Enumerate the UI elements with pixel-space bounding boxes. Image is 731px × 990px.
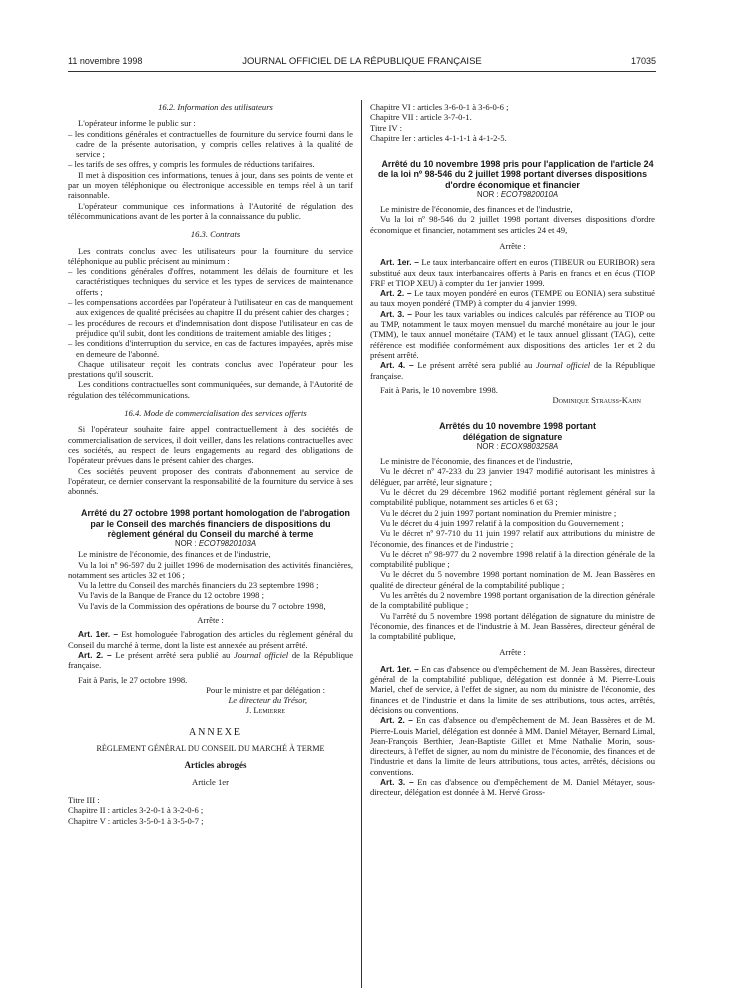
decree-1-signature-1: Pour le ministre et par délégation : bbox=[206, 684, 325, 695]
annex-title: RÈGLEMENT GÉNÉRAL DU CONSEIL DU MARCHÉ À TERME bbox=[96, 744, 325, 754]
decree-2-arrete: Arrête : bbox=[499, 240, 526, 251]
annex-chapitre-7: Chapitre VII : article 3-7-0-1. bbox=[370, 112, 472, 123]
decree-1-signature-2: Le directeur du Trésor, bbox=[228, 695, 307, 706]
s162-para-1: Il met à disposition ces informations, tenues à jour, dans ses points de vente et par un moyen téléphonique ou électronique accessible en temps réel à un tarif raisonnable. bbox=[68, 169, 353, 201]
s162-dash-2: – les tarifs de ses offres, y compris les formules de réductions tarifaires. bbox=[68, 159, 315, 170]
header-journal-title: JOURNAL OFFICIEL DE LA RÉPUBLIQUE FRANÇAISE bbox=[242, 56, 482, 67]
decree-1-arrete: Arrête : bbox=[197, 615, 224, 626]
decree-2-fait: Fait à Paris, le 10 novembre 1998. bbox=[380, 384, 498, 395]
decree-1-signature-3: J. Lemierre bbox=[245, 705, 285, 716]
s163-dash-2: – les compensations accordées par l'opérateur à l'utilisateur en cas de manquement aux exigences de qualité précisées au chapitre II du présent cahier des charges ; bbox=[68, 297, 353, 318]
decree-2-art-2: Art. 2. – Le taux moyen pondéré en euros (TEMPE ou EONIA) sera substitué au taux moyen pondéré (TMP) à compter du 4 janvier 1999. bbox=[370, 288, 655, 309]
section-16-2-title: 16.2. Information des utilisateurs bbox=[158, 102, 273, 112]
decree-2-vu-1: Vu la loi nº 98-546 du 2 juillet 1998 portant diverses dispositions d'ordre économique et financier, notamment ses articles 24 et 49, bbox=[370, 214, 655, 235]
right-column bbox=[370, 102, 655, 798]
annex-chapitre-1: Chapitre Ier : articles 4-1-1-1 à 4-1-2-5. bbox=[370, 132, 507, 143]
decree-2-art-3: Art. 3. – Pour les taux variables ou indices calculés par référence au TIOP ou au TMP, notamment le taux moyen mensuel du marché monétaire au jour le jour (TMM), le taux annuel monétaire (TAM) et le taux annuel glissant (TAG), cette référence est modifiée conformément aux dispositions des articles 1er et 2 du présent arrêté. bbox=[370, 308, 655, 360]
decree-1-art-1: Art. 1er. – Est homologuée l'abrogation des articles du règlement général du Conseil du marché à terme, dont la liste est annexée au présent arrêté. bbox=[68, 629, 353, 650]
decree-1-vu-2: Vu la lettre du Conseil des marchés financiers du 23 septembre 1998 ; bbox=[78, 580, 319, 591]
decree-3-art-1: Art. 1er. – En cas d'absence ou d'empêchement de M. Jean Bassères, directeur général de la comptabilité publique, délégation est donnée à M. Pierre-Louis Mariel, chef de service, à l'effet de signer, au nom du ministre de l'économie, des finances et de l'industrie et dans la limite de ses attributions, tous actes, arrêtés, décisions ou conventions. bbox=[370, 663, 655, 715]
decree-2-minister: Le ministre de l'économie, des finances et de l'industrie, bbox=[380, 204, 573, 215]
decree-2-signature: Dominique Strauss-Kahn bbox=[552, 395, 641, 406]
decree-3-minister: Le ministre de l'économie, des finances et de l'industrie, bbox=[380, 456, 573, 467]
decree-3-vu-6: Vu le décret nº 98-977 du 2 novembre 1998 relatif à la direction générale de la comptabilité publique ; bbox=[370, 548, 655, 570]
decree-3-vu-3: Vu le décret du 2 juin 1997 portant nomination du Premier ministre ; bbox=[380, 507, 617, 518]
annex-abroges: Articles abrogés bbox=[184, 760, 247, 771]
s163-para-2: Les conditions contractuelles sont communiquées, sur demande, à l'Autorité de régulation des télécommunications. bbox=[68, 379, 353, 400]
s163-dash-1: – les conditions générales d'offres, notamment les délais de fourniture et les caractéristiques techniques du service et les types de services de maintenance offerts ; bbox=[68, 266, 353, 297]
decree-2-title: Arrêté du 10 novembre 1998 pris pour l'application de l'article 24 de la loi nº 98-546 du 2 juillet 1998 portant diverses dispositions d'ordre économique et financier bbox=[377, 159, 654, 190]
decree-3-art-2: Art. 2. – En cas d'absence ou d'empêchement de M. Jean Bassères et de M. Pierre-Louis Mariel, délégation est donnée à MM. Daniel Métayer, Bernard Limal, Jean-François Berthier, Jean-Baptiste Gillet et Mme Nathalie Morin, sous-directeurs, à l'effet de signer, au nom du ministre de l'économie, des finances et de l'industrie et dans la limite de leurs attributions, tous actes, arrêtés, décisions ou conventions. bbox=[370, 715, 655, 777]
s163-intro: Les contrats conclus avec les utilisateurs pour la fourniture du service téléphonique au public précisent au minimum : bbox=[68, 245, 353, 266]
header-date: 11 novembre 1998 bbox=[68, 56, 143, 66]
section-16-3-title: 16.3. Contrats bbox=[190, 229, 241, 240]
s162-para-2: L'opérateur communique ces informations à l'Autorité de régulation des télécommunications avant de les porter à la connaissance du public. bbox=[68, 200, 353, 221]
decree-3-arrete: Arrête : bbox=[499, 647, 526, 658]
header-rule bbox=[68, 71, 656, 72]
page-header bbox=[68, 56, 656, 70]
header-page-number: 17035 bbox=[630, 56, 656, 66]
annex-chapitre-6: Chapitre VI : articles 3-6-0-1 à 3-6-0-6 ; bbox=[370, 102, 509, 112]
decree-1-vu-1: Vu la loi nº 96-597 du 2 juillet 1996 de modernisation des activités financières, notamment ses articles 32 et 106 ; bbox=[68, 559, 353, 580]
decree-3-art-3: Art. 3. – En cas d'absence ou d'empêchement de M. Daniel Métayer, sous-directeur, délégation est donnée à M. Hervé Gross- bbox=[370, 777, 655, 798]
decree-3-vu-1: Vu le décret nº 47-233 du 23 janvier 1947 modifié autorisant les ministres à déléguer, par arrêté, leur signature ; bbox=[370, 466, 655, 487]
decree-3-vu-9: Vu l'arrêté du 5 novembre 1998 portant délégation de signature du ministre de l'économie, des finances et de l'industrie à M. Jean Bassères, directeur général de la comptabilité publique, bbox=[370, 610, 655, 642]
decree-3-vu-5: Vu le décret nº 97-710 du 11 juin 1997 relatif aux attributions du ministre de l'économie, des finances et de l'industrie ; bbox=[370, 528, 655, 549]
decree-3-title: Arrêtés du 10 novembre 1998 portant délégation de signature bbox=[439, 421, 596, 442]
decree-1-minister: Le ministre de l'économie, des finances et de l'industrie, bbox=[78, 549, 271, 560]
decree-1-title: Arrêté du 27 octobre 1998 portant homologation de l'abrogation par le Conseil des marchés financiers de dispositions du règlement général du Conseil du marché à terme bbox=[81, 508, 350, 539]
s162-dash-1: – les conditions générales et contractuelles de fourniture du service fourni dans le cadre de la présente autorisation, y compris celles relatives à la qualité de service ; bbox=[68, 128, 353, 160]
annex-titre-4: Titre IV : bbox=[370, 122, 402, 133]
decree-1-vu-3: Vu l'avis de la Banque de France du 12 octobre 1998 ; bbox=[78, 590, 264, 601]
decree-2-art-4: Art. 4. – Le présent arrêté sera publié au Journal officiel de la République française. bbox=[370, 360, 656, 381]
annex-heading: ANNEXE bbox=[188, 726, 243, 738]
decree-2-art-1: Art. 1er. – Le taux interbancaire offert en euros (TIBEUR ou EURIBOR) sera substitué aux deux taux interbancaires offerts à Paris en francs et en écus (TIOP FRF et TIOP XEU) à compter du 1er janvier 1999. bbox=[370, 257, 655, 288]
annex-chapitre-5: Chapitre V : articles 3-5-0-1 à 3-5-0-7 ; bbox=[68, 815, 204, 826]
s162-intro: L'opérateur informe le public sur : bbox=[78, 118, 196, 129]
s164-para-2: Ces sociétés peuvent proposer des contrats d'abonnement au service de l'opérateur, ce dernier conservant la responsabilité de la fourniture du service à ses abonnés. bbox=[68, 465, 353, 497]
decree-1-art-2: Art. 2. – Le présent arrêté sera publié au Journal officiel de la République française. bbox=[68, 649, 354, 671]
s163-dash-3: – les procédures de recours et d'indemnisation dont dispose l'utilisateur en cas de préjudice qu'il subit, dont les conditions de traitement amiable des litiges ; bbox=[68, 317, 353, 338]
column-divider bbox=[361, 100, 362, 988]
annex-titre-3: Titre III : bbox=[68, 794, 100, 805]
decree-3-vu-2: Vu le décret du 29 décembre 1962 modifié portant règlement général sur la comptabilité publique, notamment ses articles 6 et 63 ; bbox=[370, 487, 655, 508]
section-16-4-title: 16.4. Mode de commercialisation des services offerts bbox=[124, 408, 307, 419]
left-column bbox=[68, 102, 353, 826]
s163-para-1: Chaque utilisateur reçoit les contrats conclus avec l'opérateur pour les prestations qu'il souscrit. bbox=[68, 358, 353, 380]
s164-para-1: Si l'opérateur souhaite faire appel contractuellement à des sociétés de commercialisation de services, il doit veiller, dans les relations contractuelles avec ces sociétés, au respect de leurs engagements au regard des obligations de l'opérateur prévues dans le présent cahier des charges. bbox=[68, 424, 353, 466]
s163-dash-4: – les conditions d'interruption du service, en cas de factures impayées, après mise en demeure de l'abonné. bbox=[68, 338, 353, 359]
decree-3-nor: NOR : ECOX9803258A bbox=[476, 441, 559, 451]
decree-1-vu-4: Vu l'avis de la Commission des opérations de bourse du 7 octobre 1998, bbox=[78, 600, 326, 611]
annex-chapitre-2: Chapitre II : articles 3-2-0-1 à 3-2-0-6 ; bbox=[68, 805, 204, 816]
decree-3-vu-4: Vu le décret du 4 juin 1997 relatif à la composition du Gouvernement ; bbox=[380, 517, 624, 528]
annex-article-1: Article 1er bbox=[192, 776, 229, 787]
decree-3-vu-7: Vu le décret du 5 novembre 1998 portant nomination de M. Jean Bassères en qualité de directeur général de la comptabilité publique ; bbox=[370, 569, 655, 590]
decree-1-fait: Fait à Paris, le 27 octobre 1998. bbox=[78, 674, 188, 685]
decree-3-vu-8: Vu les arrêtés du 2 novembre 1998 portant organisation de la direction générale de la comptabilité publique ; bbox=[370, 590, 655, 611]
decree-2-nor: NOR : ECOT9820010A bbox=[476, 189, 559, 199]
decree-1-nor: NOR : ECOT9820103A bbox=[174, 539, 257, 548]
